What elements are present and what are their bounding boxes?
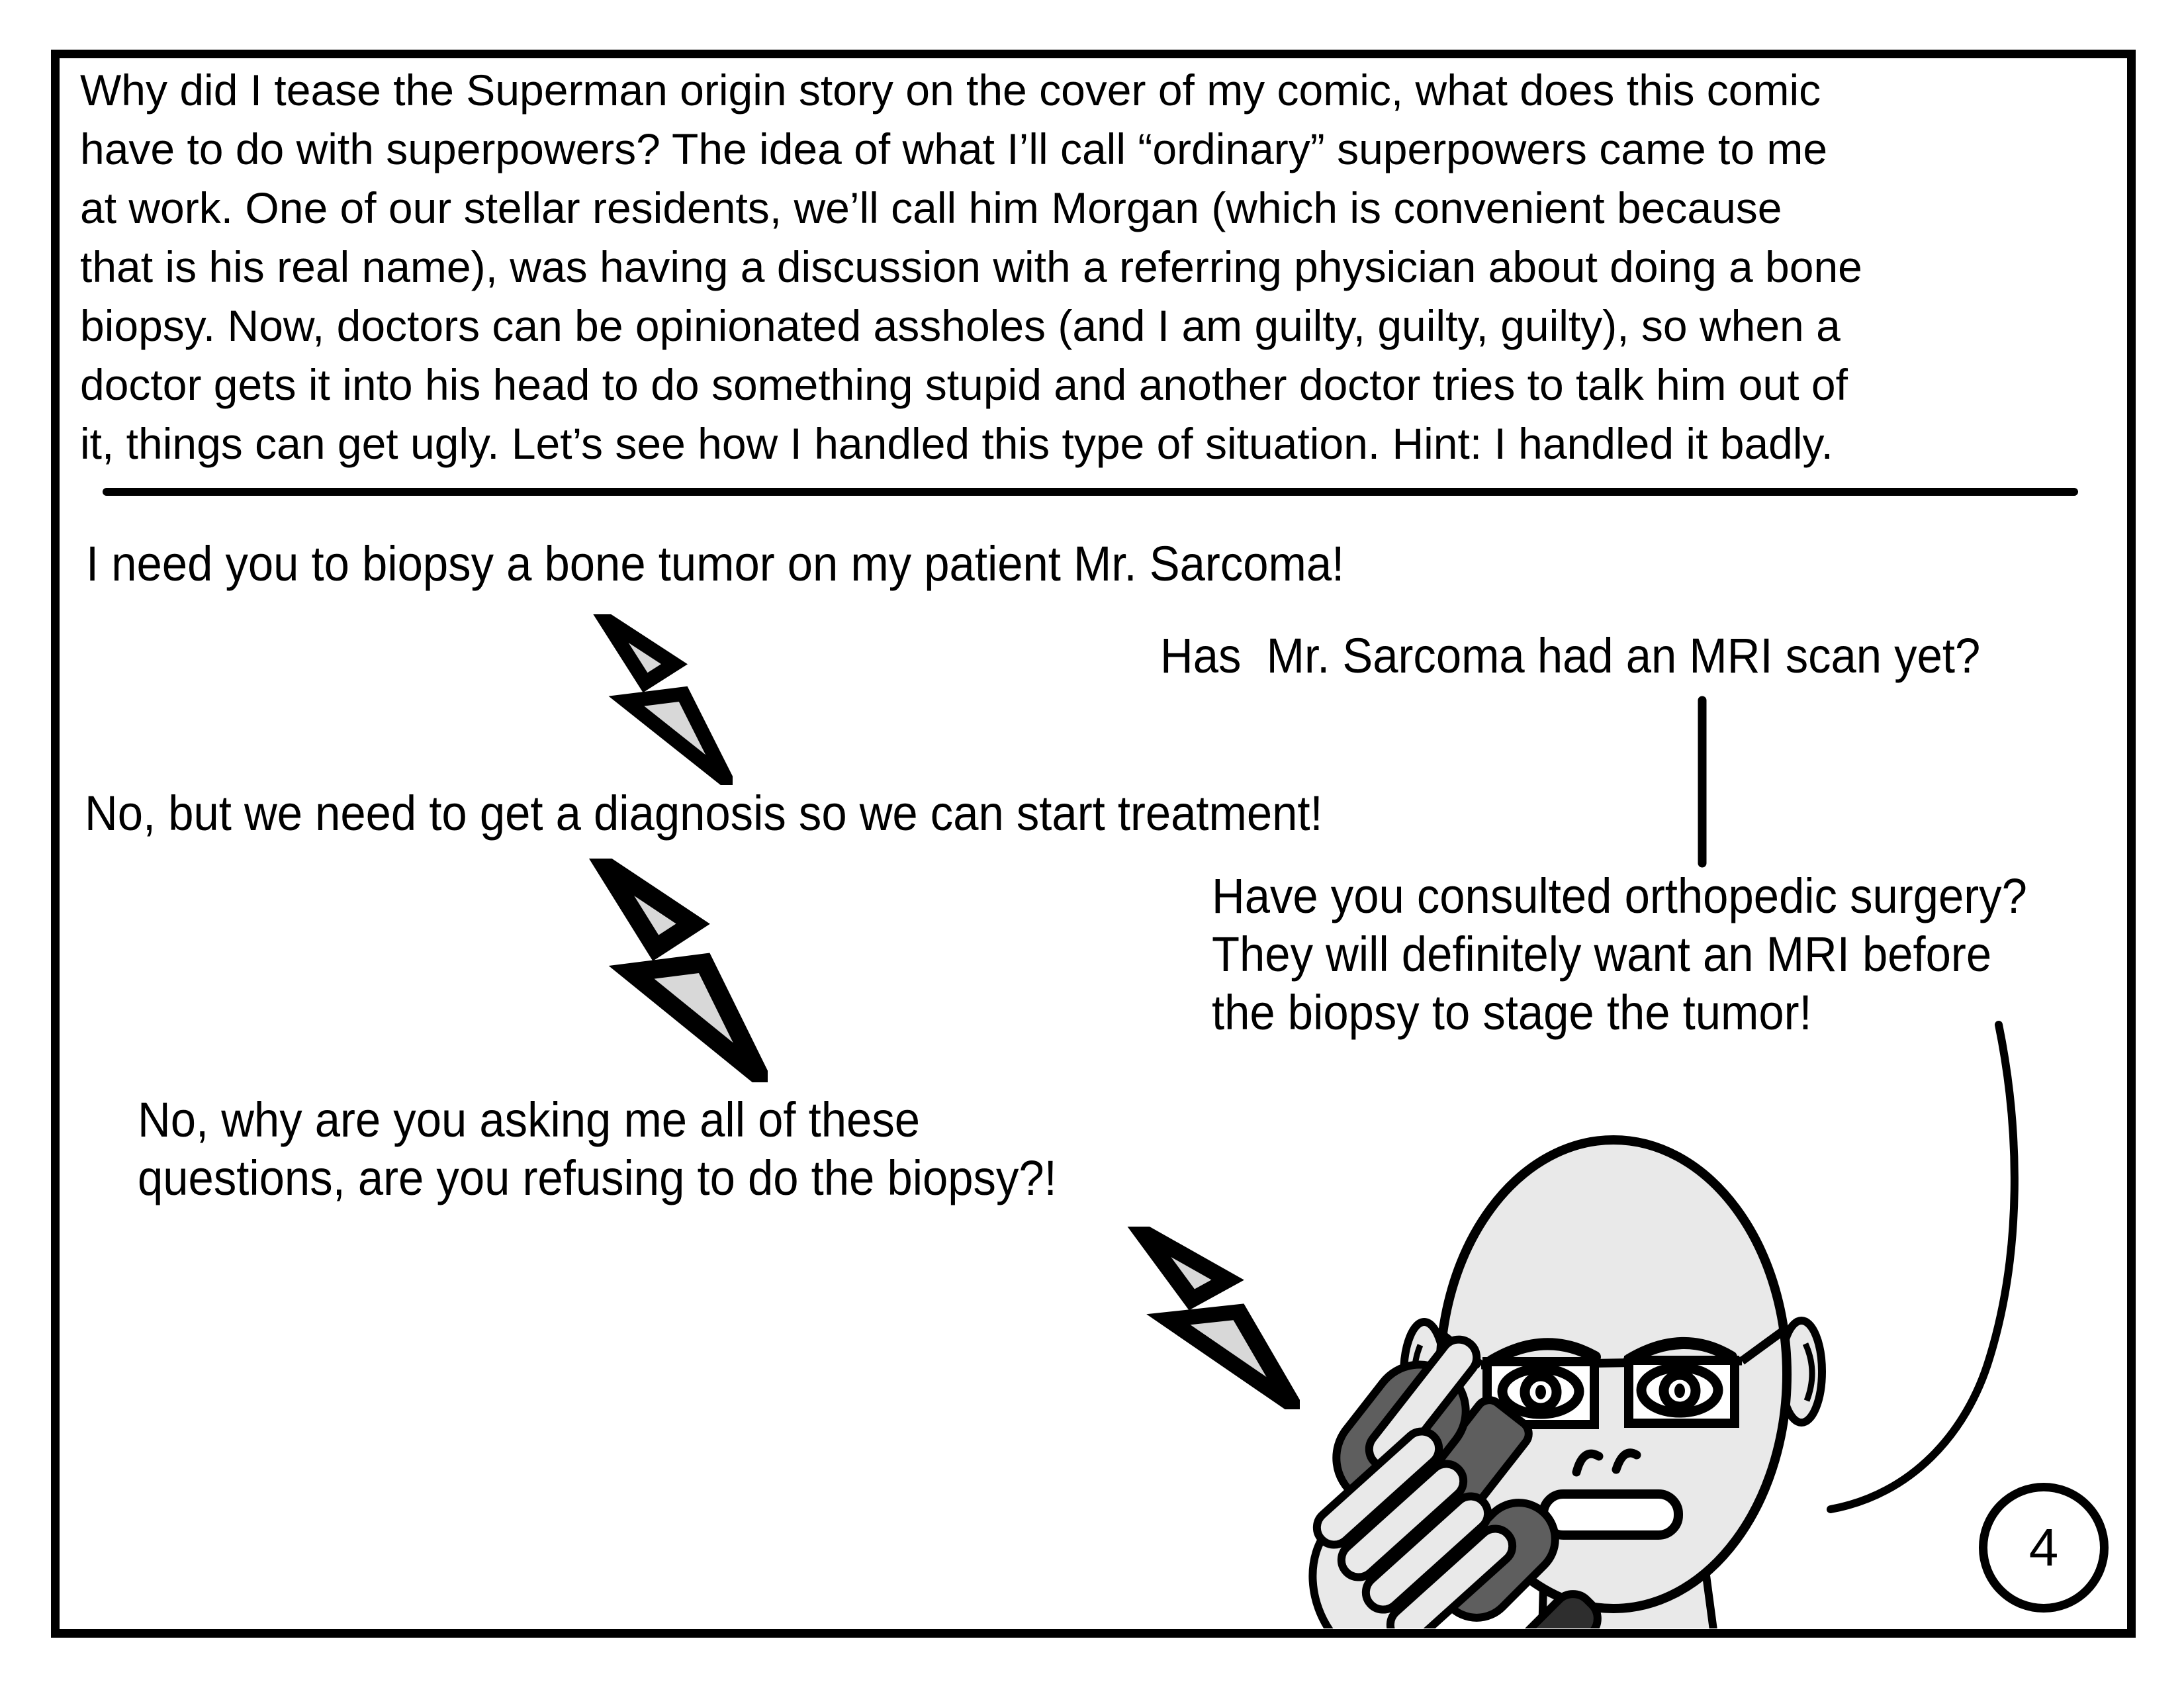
dialogue-radiologist-2: Have you consulted orthopedic surgery? They will definitely want an MRI before the biopsy to stage the tumor! — [1212, 868, 2027, 1040]
dialogue-radiologist-1: Has Mr. Sarcoma had an MRI scan yet? — [1160, 628, 1981, 683]
dialogue-caller-2: No, but we need to get a diagnosis so we can start treatment! — [85, 786, 1323, 841]
panel-frame — [51, 50, 2136, 1638]
page-number: 4 — [2028, 1518, 2059, 1577]
dialogue-caller-1: I need you to biopsy a bone tumor on my patient Mr. Sarcoma! — [86, 536, 1345, 591]
intro-paragraph: Why did I tease the Superman origin story on the cover of my comic, what does this comic have to do with superpowers? The idea of what I’ll call “ordinary” superpowers came to me at work. One of our stellar residents, we’ll call him Morgan (which is convenient because that is his real name), was having a discussion with a referring physician about doing a bone biopsy. Now, doctors can be opinionated assholes (and I am guilty, guilty, guilty), so when a doctor gets it into his head to do something stupid and another doctor tries to talk him out of it, things can get ugly. Let’s see how I handled this type of situation. Hint: I handled it badly. — [80, 66, 1862, 468]
dialogue-caller-3: No, why are you asking me all of these questions, are you refusing to do the biopsy?! — [138, 1092, 1057, 1205]
